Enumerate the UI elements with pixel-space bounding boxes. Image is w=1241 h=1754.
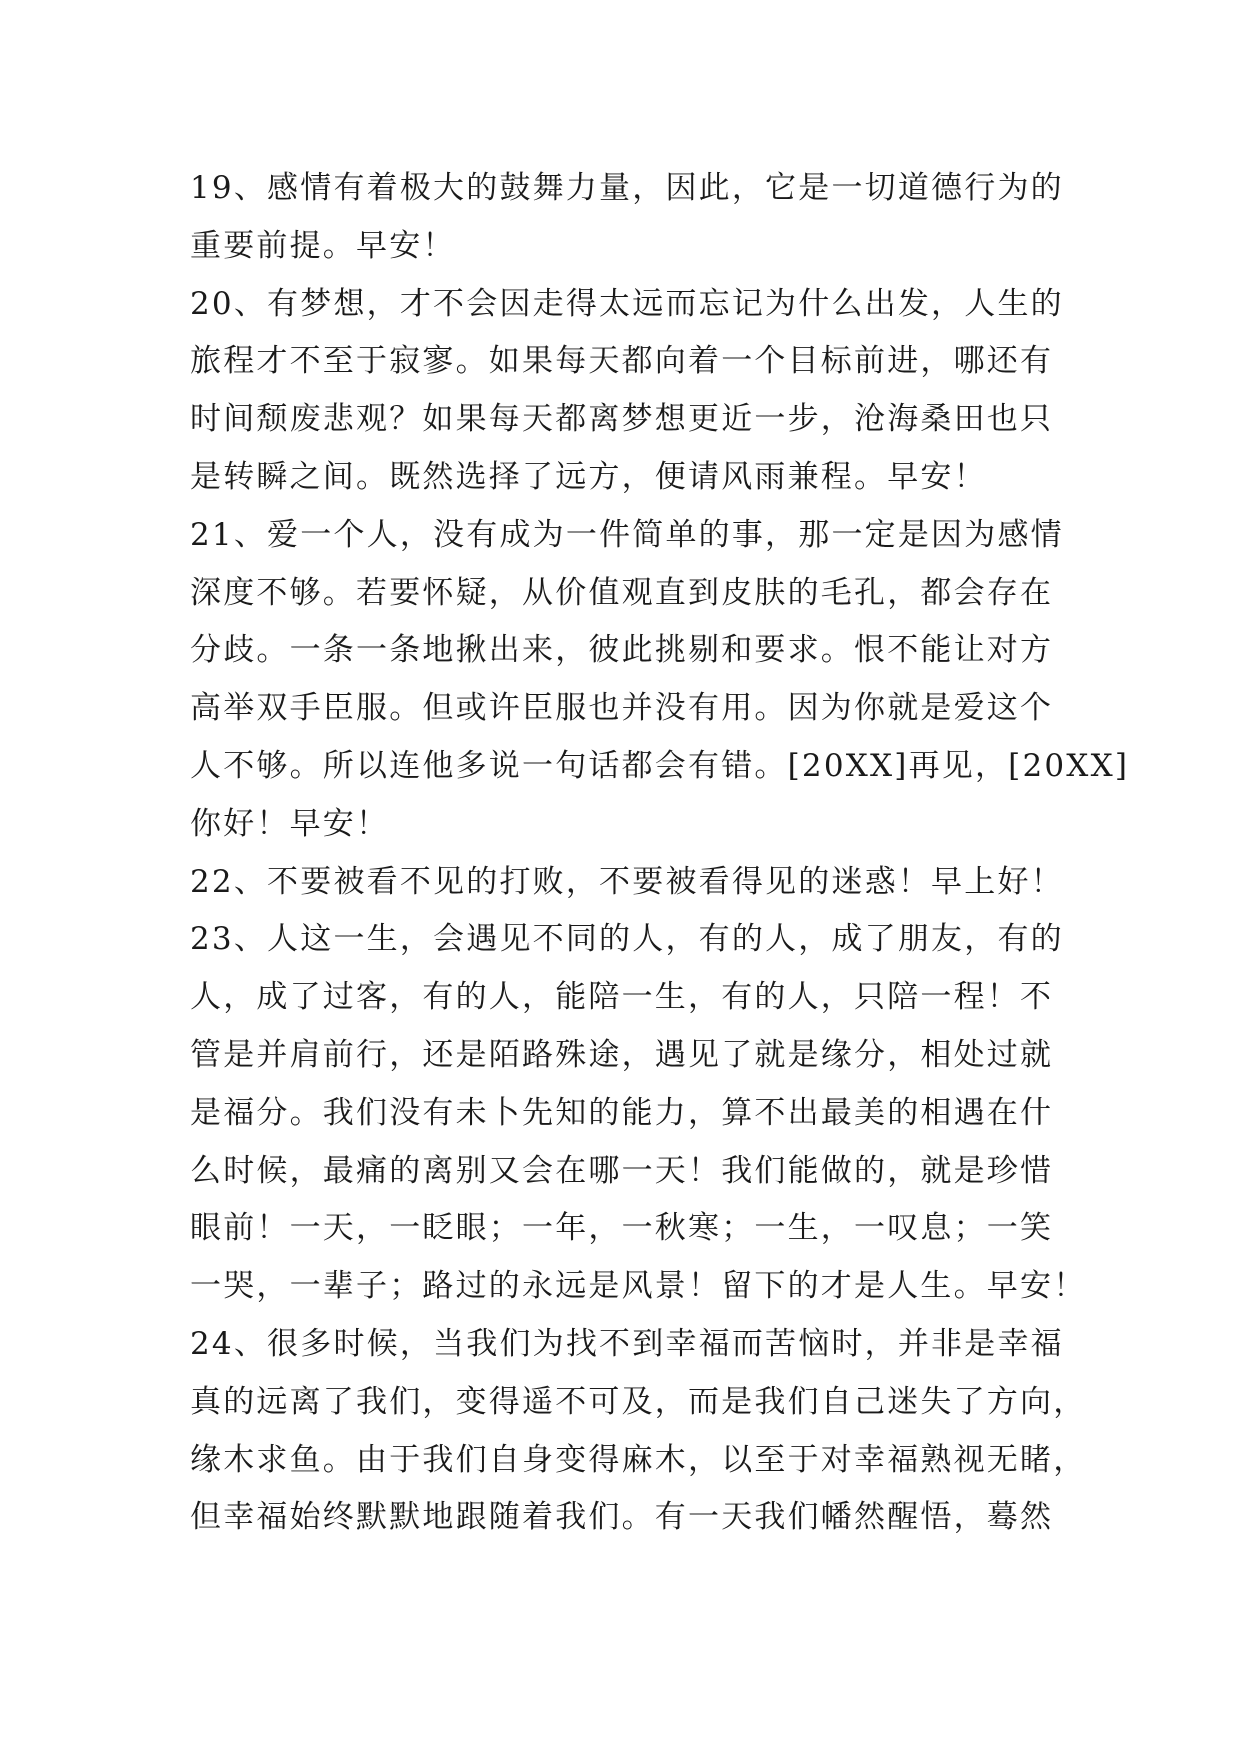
body-text <box>190 160 1130 1547</box>
text-line: 高举双手臣服。但或许臣服也并没有用。因为你就是爱这个 <box>190 690 1054 727</box>
text-line: 眼前！一天，一眨眼；一年，一秋寒；一生，一叹息；一笑 <box>190 1210 1054 1247</box>
text-line: 管是并肩前行，还是陌路殊途，遇见了就是缘分，相处过就 <box>190 1036 1054 1073</box>
text-line: 22、不要被看不见的打败，不要被看得见的迷惑！早上好！ <box>190 863 1064 900</box>
text-line: 缘木求鱼。由于我们自身变得麻木，以至于对幸福熟视无睹， <box>190 1441 1087 1478</box>
text-line: 旅程才不至于寂寥。如果每天都向着一个目标前进，哪还有 <box>190 343 1054 380</box>
text-line: 是转瞬之间。既然选择了远方，便请风雨兼程。早安！ <box>190 458 987 495</box>
text-line: 一哭，一辈子；路过的永远是风景！留下的才是人生。早安！ <box>190 1268 1087 1305</box>
text-line: 23、人这一生，会遇见不同的人，有的人，成了朋友，有的 <box>190 921 1064 958</box>
text-line: 时间颓废悲观？如果每天都离梦想更近一步，沧海桑田也只 <box>190 401 1054 438</box>
text-line: 是福分。我们没有未卜先知的能力，算不出最美的相遇在什 <box>190 1094 1054 1131</box>
text-line: 19、感情有着极大的鼓舞力量，因此，它是一切道德行为的 <box>190 170 1064 206</box>
text-line: 你好！早安！ <box>190 805 390 842</box>
text-line: 分歧。一条一条地揪出来，彼此挑剔和要求。恨不能让对方 <box>190 632 1054 669</box>
text-line: 20、有梦想，才不会因走得太远而忘记为什么出发，人生的 <box>190 285 1064 322</box>
text-line: 人不够。所以连他多说一句话都会有错。[20XX]再见，[20XX] <box>190 747 1130 784</box>
text-line: 深度不够。若要怀疑，从价值观直到皮肤的毛孔，都会存在 <box>190 574 1054 611</box>
text-line: 么时候，最痛的离别又会在哪一天！我们能做的，就是珍惜 <box>190 1152 1054 1189</box>
text-line: 21、爱一个人，没有成为一件简单的事，那一定是因为感情 <box>190 516 1064 553</box>
text-line: 重要前提。早安！ <box>190 227 456 264</box>
text-line: 真的远离了我们，变得遥不可及，而是我们自己迷失了方向， <box>190 1383 1087 1420</box>
text-line: 人，成了过客，有的人，能陪一生，有的人，只陪一程！不 <box>190 979 1054 1016</box>
text-line: 但幸福始终默默地跟随着我们。有一天我们幡然醒悟，蓦然 <box>190 1499 1054 1536</box>
text-line: 24、很多时候，当我们为找不到幸福而苦恼时，并非是幸福 <box>190 1325 1064 1362</box>
